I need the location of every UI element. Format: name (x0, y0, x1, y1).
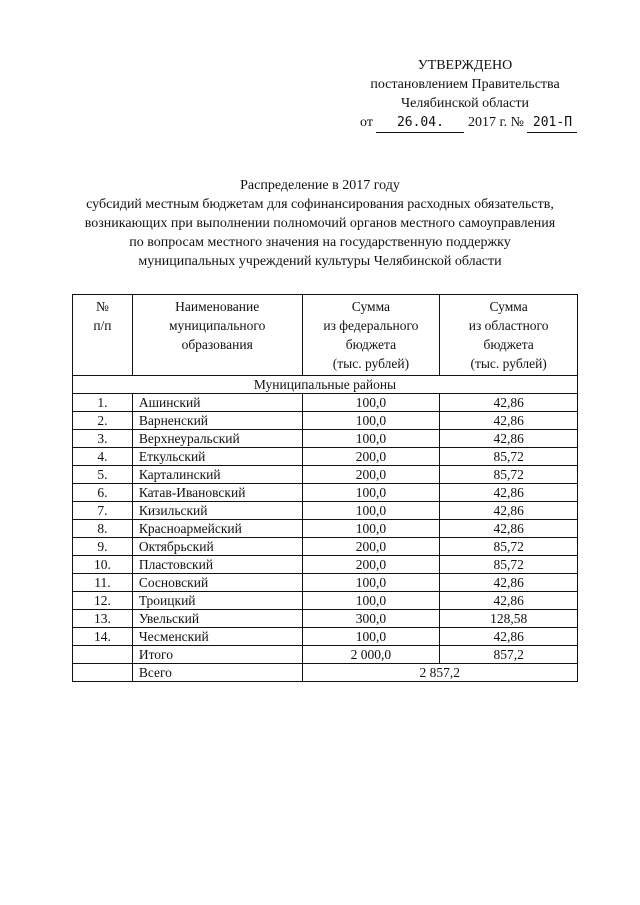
row-regional: 85,72 (440, 448, 578, 466)
header-num: № п/п (73, 295, 133, 376)
header-regional: Сумма из областного бюджета (тыс. рублей) (440, 295, 578, 376)
approval-stamp (360, 56, 573, 133)
row-federal: 100,0 (302, 574, 440, 592)
table-row (73, 394, 578, 412)
row-federal: 200,0 (302, 538, 440, 556)
row-num: 12. (73, 592, 133, 610)
row-regional: 85,72 (440, 466, 578, 484)
subtotal-federal: 2 000,0 (302, 646, 440, 664)
row-num: 10. (73, 556, 133, 574)
approval-date-line (360, 113, 573, 133)
row-name: Варненский (132, 412, 302, 430)
row-num: 6. (73, 484, 133, 502)
row-federal: 100,0 (302, 394, 440, 412)
table-row (73, 574, 578, 592)
subsidy-table (72, 294, 578, 682)
row-federal: 100,0 (302, 412, 440, 430)
table-row (73, 466, 578, 484)
row-name: Кизильский (132, 502, 302, 520)
row-num: 7. (73, 502, 133, 520)
row-regional: 42,86 (440, 430, 578, 448)
title-line: субсидий местным бюджетам для софинансирования расходных обязательств, (86, 197, 554, 212)
title-line: возникающих при выполнении полномочий органов местного самоуправления (84, 216, 556, 231)
row-name: Сосновский (132, 574, 302, 592)
approval-date: 26.04. (376, 113, 464, 133)
header-name: Наименование муниципального образования (132, 295, 302, 376)
section-label: Муниципальные районы (73, 376, 578, 394)
total-empty (73, 664, 133, 682)
row-federal: 100,0 (302, 520, 440, 538)
table-row (73, 628, 578, 646)
row-federal: 200,0 (302, 466, 440, 484)
approval-heading: УТВЕРЖДЕНО (417, 58, 513, 73)
row-regional: 128,58 (440, 610, 578, 628)
row-regional: 42,86 (440, 574, 578, 592)
row-num: 13. (73, 610, 133, 628)
row-num: 8. (73, 520, 133, 538)
table-row (73, 412, 578, 430)
row-name: Ашинский (132, 394, 302, 412)
row-regional: 42,86 (440, 412, 578, 430)
title-line: по вопросам местного значения на государственную поддержку (129, 235, 511, 250)
approval-region: Челябинской области (401, 96, 529, 111)
title-line: Распределение в 2017 году (240, 178, 400, 193)
row-name: Увельский (132, 610, 302, 628)
table-row (73, 520, 578, 538)
row-name: Еткульский (132, 448, 302, 466)
total-value: 2 857,2 (302, 664, 577, 682)
row-num: 14. (73, 628, 133, 646)
subtotal-empty (73, 646, 133, 664)
from-label: от (360, 115, 373, 130)
row-regional: 42,86 (440, 502, 578, 520)
total-label: Всего (132, 664, 302, 682)
approval-number: 201-П (527, 113, 577, 133)
row-regional: 42,86 (440, 520, 578, 538)
row-num: 3. (73, 430, 133, 448)
row-regional: 42,86 (440, 394, 578, 412)
table-row (73, 556, 578, 574)
row-name: Красноармейский (132, 520, 302, 538)
row-regional: 42,86 (440, 484, 578, 502)
table-row (73, 448, 578, 466)
row-name: Верхнеуральский (132, 430, 302, 448)
row-num: 9. (73, 538, 133, 556)
row-name: Октябрьский (132, 538, 302, 556)
table-row (73, 610, 578, 628)
row-num: 11. (73, 574, 133, 592)
row-federal: 100,0 (302, 430, 440, 448)
row-federal: 100,0 (302, 592, 440, 610)
header-federal: Сумма из федерального бюджета (тыс. рублей) (302, 295, 440, 376)
row-federal: 100,0 (302, 502, 440, 520)
row-name: Катав-Ивановский (132, 484, 302, 502)
year-label: 2017 г. № (467, 115, 524, 130)
row-federal: 100,0 (302, 484, 440, 502)
row-num: 5. (73, 466, 133, 484)
table-row (73, 430, 578, 448)
table-row (73, 484, 578, 502)
subtotal-label: Итого (132, 646, 302, 664)
row-name: Чесменский (132, 628, 302, 646)
row-federal: 200,0 (302, 448, 440, 466)
row-regional: 42,86 (440, 628, 578, 646)
row-name: Карталинский (132, 466, 302, 484)
table-row (73, 502, 578, 520)
row-regional: 85,72 (440, 556, 578, 574)
row-federal: 100,0 (302, 628, 440, 646)
row-num: 1. (73, 394, 133, 412)
table-row (73, 538, 578, 556)
row-name: Пластовский (132, 556, 302, 574)
document-title (40, 176, 600, 271)
subtotal-row (73, 646, 578, 664)
row-regional: 85,72 (440, 538, 578, 556)
table-header-row (73, 295, 578, 376)
table-row (73, 592, 578, 610)
row-name: Троицкий (132, 592, 302, 610)
row-federal: 300,0 (302, 610, 440, 628)
row-regional: 42,86 (440, 592, 578, 610)
subtotal-regional: 857,2 (440, 646, 578, 664)
total-row (73, 664, 578, 682)
title-line: муниципальных учреждений культуры Челябинской области (138, 254, 502, 269)
row-federal: 200,0 (302, 556, 440, 574)
approval-resolution: постановлением Правительства (370, 77, 560, 92)
row-num: 4. (73, 448, 133, 466)
row-num: 2. (73, 412, 133, 430)
section-row (73, 376, 578, 394)
